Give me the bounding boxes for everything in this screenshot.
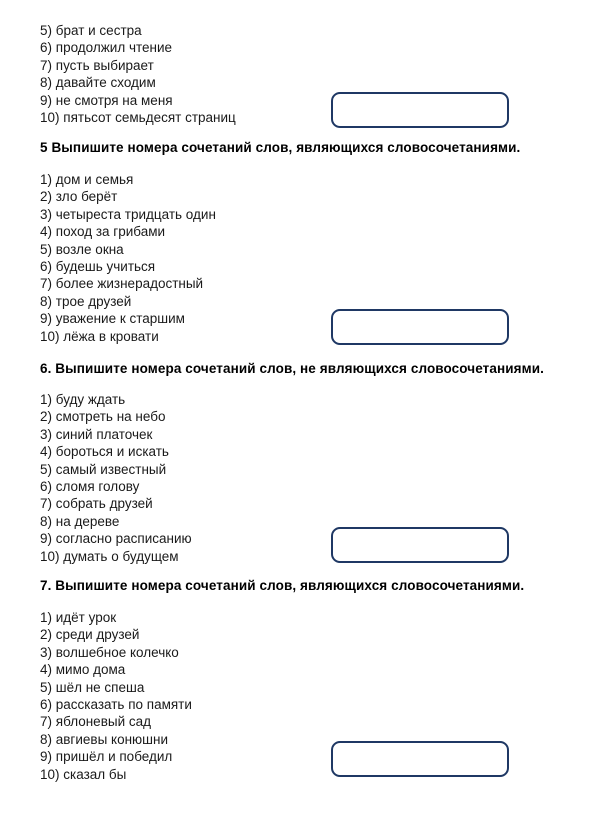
list-item: 10) думать о будущем — [40, 548, 179, 564]
task-6-list — [40, 391, 192, 565]
list-item: 3) волшебное колечко — [40, 644, 179, 660]
list-item: 7) собрать друзей — [40, 496, 153, 512]
list-item: 8) на дереве — [40, 513, 120, 529]
task-5-list — [40, 171, 216, 345]
task-7-heading: 7. Выпишите номера сочетаний слов, являющихся словосочетаниями. — [40, 578, 525, 593]
list-item: 9) не смотря на меня — [40, 92, 173, 108]
task-6-answer-input[interactable] — [331, 527, 509, 563]
list-item: 10) сказал бы — [40, 766, 127, 782]
list-item: 5) возле окна — [40, 241, 124, 257]
list-item: 4) бороться и искать — [40, 444, 169, 460]
list-item: 5) шёл не спеша — [40, 679, 145, 695]
task-5-heading: 5 Выпишите номера сочетаний слов, являющихся словосочетаниями. — [40, 140, 521, 155]
list-item: 2) зло берёт — [40, 189, 118, 205]
intro-task-list — [40, 22, 236, 126]
list-item: 9) уважение к старшим — [40, 311, 185, 327]
list-item: 1) идёт урок — [40, 610, 117, 625]
intro-answer-input[interactable] — [331, 92, 509, 128]
list-item: 8) авгиевы конюшни — [40, 731, 169, 747]
list-item: 7) яблоневый сад — [40, 714, 151, 730]
list-item: 8) трое друзей — [40, 293, 132, 309]
list-item: 1) буду ждать — [40, 392, 126, 407]
list-item: 3) синий платочек — [40, 426, 153, 442]
task-7-answer-input[interactable] — [331, 741, 509, 777]
list-item: 5) самый известный — [40, 461, 167, 477]
list-item: 4) поход за грибами — [40, 224, 166, 240]
list-item: 6) продолжил чтение — [40, 40, 173, 56]
list-item: 10) лёжа в кровати — [40, 328, 159, 344]
task-6-heading: 6. Выпишите номера сочетаний слов, не являющихся словосочетаниями. — [40, 361, 544, 376]
list-item: 6) сломя голову — [40, 478, 140, 494]
list-item: 7) более жизнерадостный — [40, 276, 204, 292]
list-item: 10) пятьсот семьдесят страниц — [40, 109, 236, 125]
list-item: 7) пусть выбирает — [40, 57, 154, 73]
list-item: 6) рассказать по памяти — [40, 696, 192, 712]
list-item: 9) пришёл и победил — [40, 749, 173, 765]
list-item: 5) брат и сестра — [40, 23, 142, 38]
list-item: 3) четыреста тридцать один — [40, 206, 216, 222]
list-item: 2) смотреть на небо — [40, 409, 166, 425]
list-item: 9) согласно расписанию — [40, 531, 192, 547]
task-5-answer-input[interactable] — [331, 309, 509, 345]
list-item: 1) дом и семья — [40, 172, 134, 187]
list-item: 4) мимо дома — [40, 662, 126, 678]
list-item: 6) будешь учиться — [40, 258, 156, 274]
list-item: 2) среди друзей — [40, 627, 140, 643]
list-item: 8) давайте сходим — [40, 75, 156, 91]
task-7-list — [40, 609, 192, 783]
